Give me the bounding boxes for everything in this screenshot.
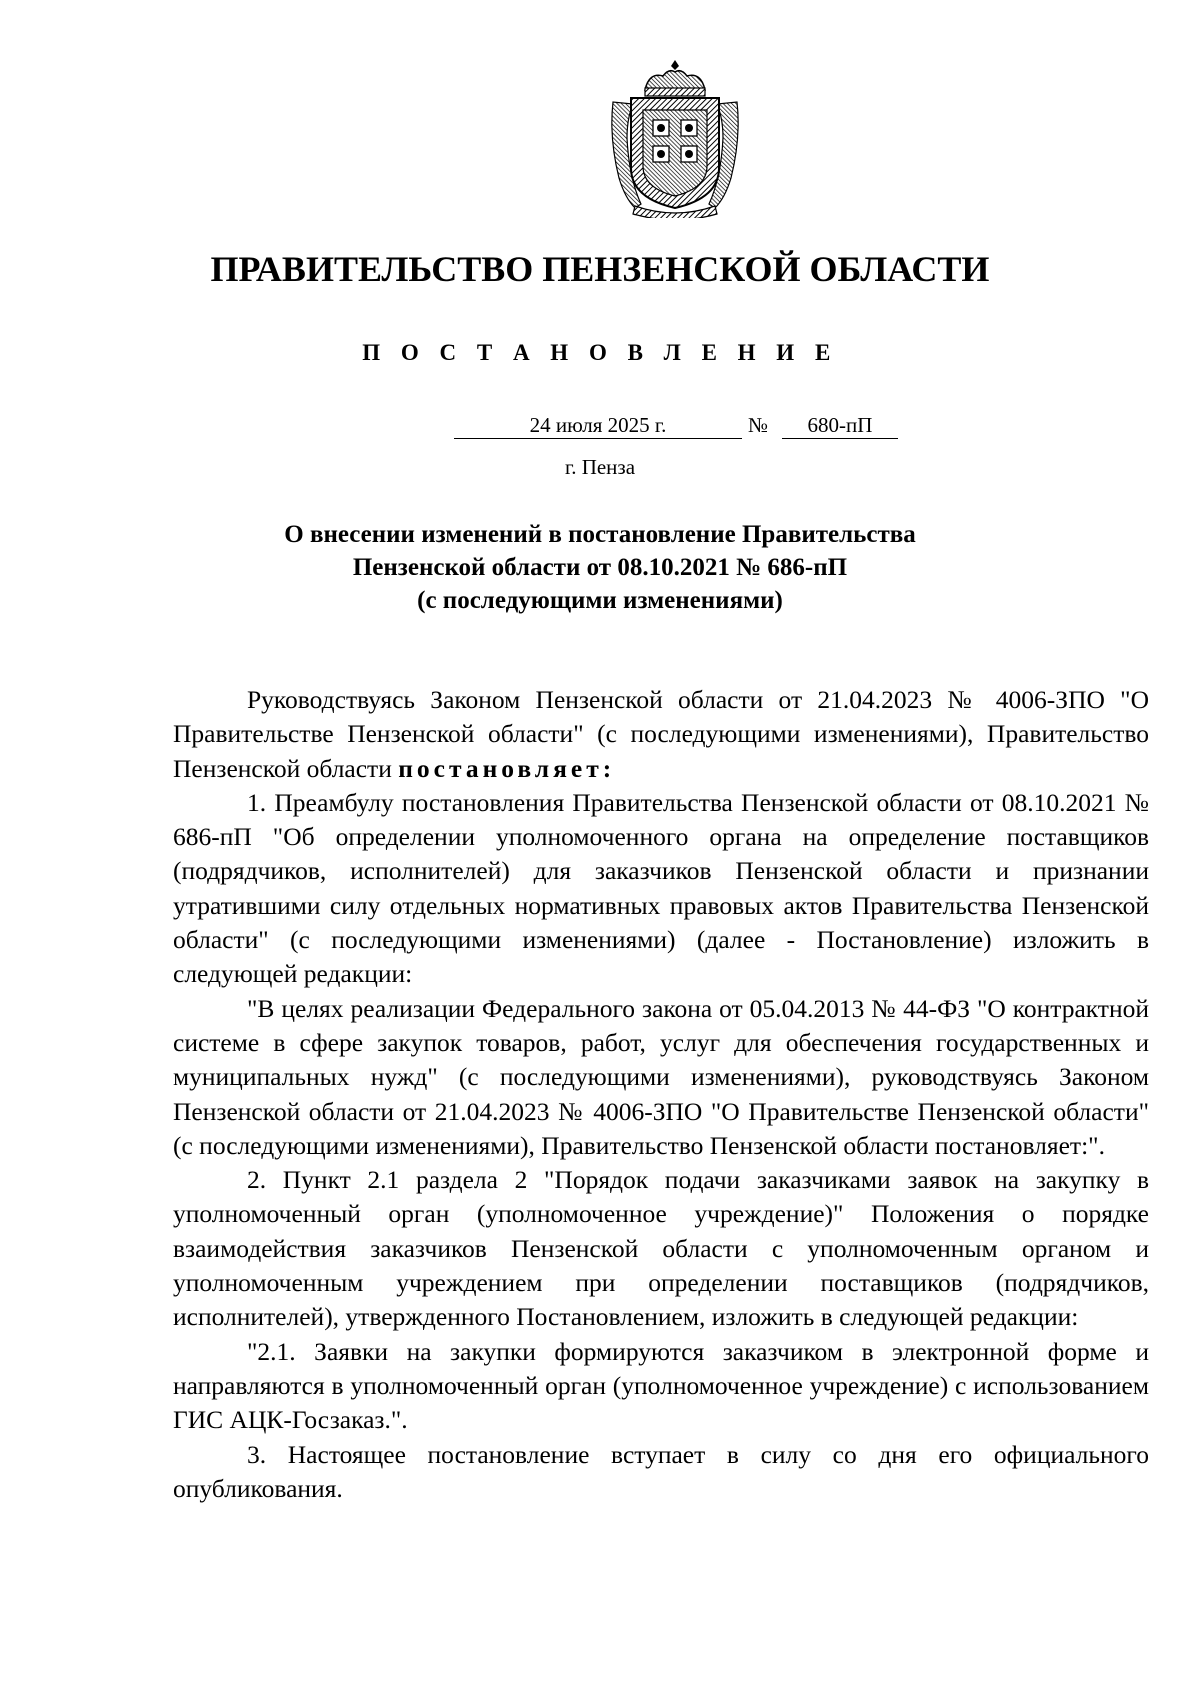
paragraph-1: 1. Преамбулу постановления Правительства Пензенской области от 08.10.2021 № 686-пП "Об определении уполномоченного органа на определение поставщиков (подрядчиков, исполнителей) для заказчиков Пензенской области и признании утратившими силу отдельных нормативных правовых актов Правительства Пензенской области" (с последующими изменениями) (далее - Постановление) изложить в следующей редакции:: [173, 787, 1149, 989]
subject-line-3: (с последующими изменениями): [417, 587, 783, 614]
document-number: 680-пП: [782, 412, 898, 439]
document-date: 24 июля 2025 г.: [454, 412, 742, 439]
subject-line-2: Пензенской области от 08.10.2021 № 686-пП: [352, 554, 848, 581]
number-sign: №: [748, 413, 769, 437]
paragraph-1-quote: "В целях реализации Федерального закона от 05.04.2013 № 44-ФЗ "О контрактной системе в сфере закупок товаров, работ, услуг для обеспечения государственных и муниципальных нужд" (с последующими изменениями), руководствуясь Законом Пензенской области от 21.04.2023 № 4006-ЗПО "О Правительстве Пензенской области" (с последующими изменениями), Правительство Пензенской области постановляет:".: [173, 993, 1149, 1160]
preamble-paragraph: [173, 683, 1149, 786]
preamble-action: постановляет:: [398, 753, 616, 783]
paragraph-3: 3. Настоящее постановление вступает в силу со дня его официального опубликования.: [173, 1439, 1149, 1503]
paragraph-2: 2. Пункт 2.1 раздела 2 "Порядок подачи заказчиками заявок на закупку в уполномоченный орган (уполномоченное учреждение)" Положения о порядке взаимодействия заказчиков Пензенской области с уполномоченным органом и уполномоченным учреждением при определении поставщиков (подрядчиков, исполнителей), утвержденного Постановлением, изложить в следующей редакции:: [173, 1165, 1149, 1332]
preamble-text: Руководствуясь Законом Пензенской области от 21.04.2023 № 4006-ЗПО "О Правительстве Пензенской области" (с последующими изменениями), Правительство Пензенской области: [173, 685, 1149, 783]
document-subject: [160, 518, 1040, 617]
document-type: П О С Т А Н О В Л Е Н И Е: [362, 340, 838, 365]
document-body: [173, 683, 1149, 1506]
coat-of-arms-icon: [605, 58, 745, 218]
government-title: ПРАВИТЕЛЬСТВО ПЕНЗЕНСКОЙ ОБЛАСТИ: [210, 249, 990, 289]
document-city: г. Пенза: [564, 455, 636, 479]
paragraph-2-quote: "2.1. Заявки на закупки формируются заказчиком в электронной форме и направляются в уполномоченный орган (уполномоченное учреждение) с использованием ГИС АЦК-Госзаказ.".: [173, 1336, 1149, 1435]
subject-line-1: О внесении изменений в постановление Правительства: [284, 521, 916, 548]
